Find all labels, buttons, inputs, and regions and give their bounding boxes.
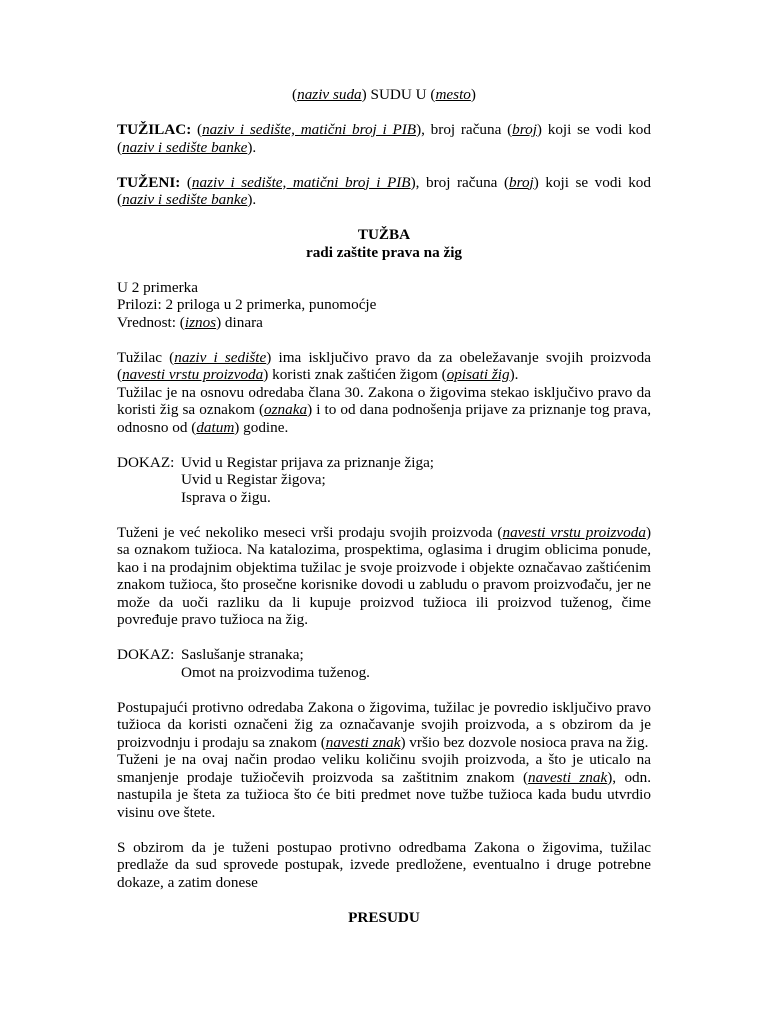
plaintiff-name-placeholder: naziv i sedište — [174, 348, 267, 366]
evidence-item: Saslušanje stranaka; — [181, 646, 304, 663]
verdict-heading: PRESUDU — [348, 908, 420, 926]
paragraph-rights: Tužilac (naziv i sedište) ima isključivo pravo da za obeležavanje svojih proizvoda (navesti vrstu proizvoda) koristi znak zaštićen žigom (opisati žig). — [117, 348, 651, 383]
evidence-list-2 — [117, 646, 651, 681]
evidence-item: Uvid u Registar prijava za priznanje žiga; — [181, 453, 435, 471]
value-placeholder: iznos — [184, 313, 217, 331]
date-placeholder: datum — [196, 418, 235, 436]
evidence-item: Isprava o žigu. — [181, 488, 271, 506]
defendant-id-placeholder: naziv i sedište, matični broj i PIB — [191, 173, 411, 191]
product-type-placeholder: navesti vrstu proizvoda — [502, 523, 646, 541]
defendant-bank-placeholder: naziv i sedište banke — [122, 191, 248, 208]
document-body — [117, 86, 651, 926]
attachments-line: Prilozi: 2 priloga u 2 primerka, punomoćje — [117, 296, 377, 313]
mark-description-placeholder: opisati žig — [446, 366, 510, 383]
evidence-label: DOKAZ: — [117, 646, 175, 663]
document-subtitle: radi zaštite prava na žig — [305, 243, 463, 261]
paragraph-damage: Tuženi je na ovaj način prodao veliku količinu svojih proizvoda, a što je uticalo na smanjenje prodaje tužiočevih proizvoda sa zaštitnim znakom (navesti znak), odn. nastupila je šteta za tužioca što će biti predmet nove tužbe tužioca kada budu utvrdio visinu ove štete. — [117, 751, 652, 821]
court-place-placeholder: mesto — [435, 86, 471, 103]
defendant-block: TUŽENI: (naziv i sedište, matični broj i PIB), broj računa (broj) koji se vodi kod (naziv i sedište banke). — [117, 173, 651, 208]
paragraph-legal-basis: Tužilac je na osnovu odredaba člana 30. Zakona o žigovima stekao isključivo pravo da koristi žig sa oznakom (oznaka) i to od dana podnošenja prijave za priznanje tog prava, odnosno od (datum) godine. — [117, 383, 652, 436]
plaintiff-account-placeholder: broj — [512, 121, 537, 138]
paragraph-request: S obzirom da je tuženi postupao protivno odredbama Zakona o žigovima, tužilac predlaže da sud sprovede postupak, izvede predložene, eventualno i druge potrebne dokaze, a zatim donese — [117, 838, 651, 891]
evidence-item: Omot na proizvodima tuženog. — [181, 663, 370, 681]
plaintiff-label: TUŽILAC: — [117, 121, 192, 138]
plaintiff-id-placeholder: naziv i sedište, matični broj i PIB — [202, 121, 417, 138]
plaintiff-block: TUŽILAC: (naziv i sedište, matični broj i PIB), broj računa (broj) koji se vodi kod (naziv i sedište banke). — [117, 121, 651, 156]
value-line: Vrednost: (iznos) dinara — [117, 313, 263, 331]
product-type-placeholder: navesti vrstu proizvoda — [122, 366, 264, 383]
defendant-label: TUŽENI: — [117, 173, 181, 191]
court-heading: (naziv suda) SUDU U (mesto) — [292, 86, 476, 103]
defendant-account-placeholder: broj — [509, 173, 534, 191]
mark-placeholder: navesti znak — [528, 768, 608, 786]
evidence-item: Uvid u Registar žigova; — [181, 471, 326, 488]
evidence-label: DOKAZ: — [117, 453, 175, 471]
mark-label-placeholder: oznaka — [264, 401, 308, 418]
evidence-list-1 — [117, 454, 651, 507]
plaintiff-bank-placeholder: naziv i sedište banke — [122, 138, 248, 156]
court-name-placeholder: naziv suda — [297, 86, 362, 103]
paragraph-violation: Postupajući protivno odredaba Zakona o žigovima, tužilac je povredio isključivo pravo tužioca da koristi označeni žig za označavanje svojih proizvoda, a s obzirom da je proizvodnju i prodaju sa znakom (navesti znak) vršio bez dozvole nosioca prava na žig. — [117, 698, 651, 751]
copies-line: U 2 primerka — [117, 278, 198, 296]
document-title: TUŽBA — [357, 226, 411, 243]
paragraph-infringement: Tuženi je već nekoliko meseci vrši prodaju svojih proizvoda (navesti vrstu proizvoda) sa oznakom tužioca. Na katalozima, prospektima, oglasima i drugim oblicima ponude, kao i na prodajnim objektima tužilac je svoje proizvode i objekte označavao zaštićenim znakom tužioca, što prosečne korisnike dovodi u zabludu o pravom proizvođaču, jer ne može da uoči razliku da li kupuje proizvod tužioca ili proizvod tuženog, čime povređuje pravo tužioca na žig. — [117, 523, 651, 628]
mark-placeholder: navesti znak — [325, 733, 401, 751]
